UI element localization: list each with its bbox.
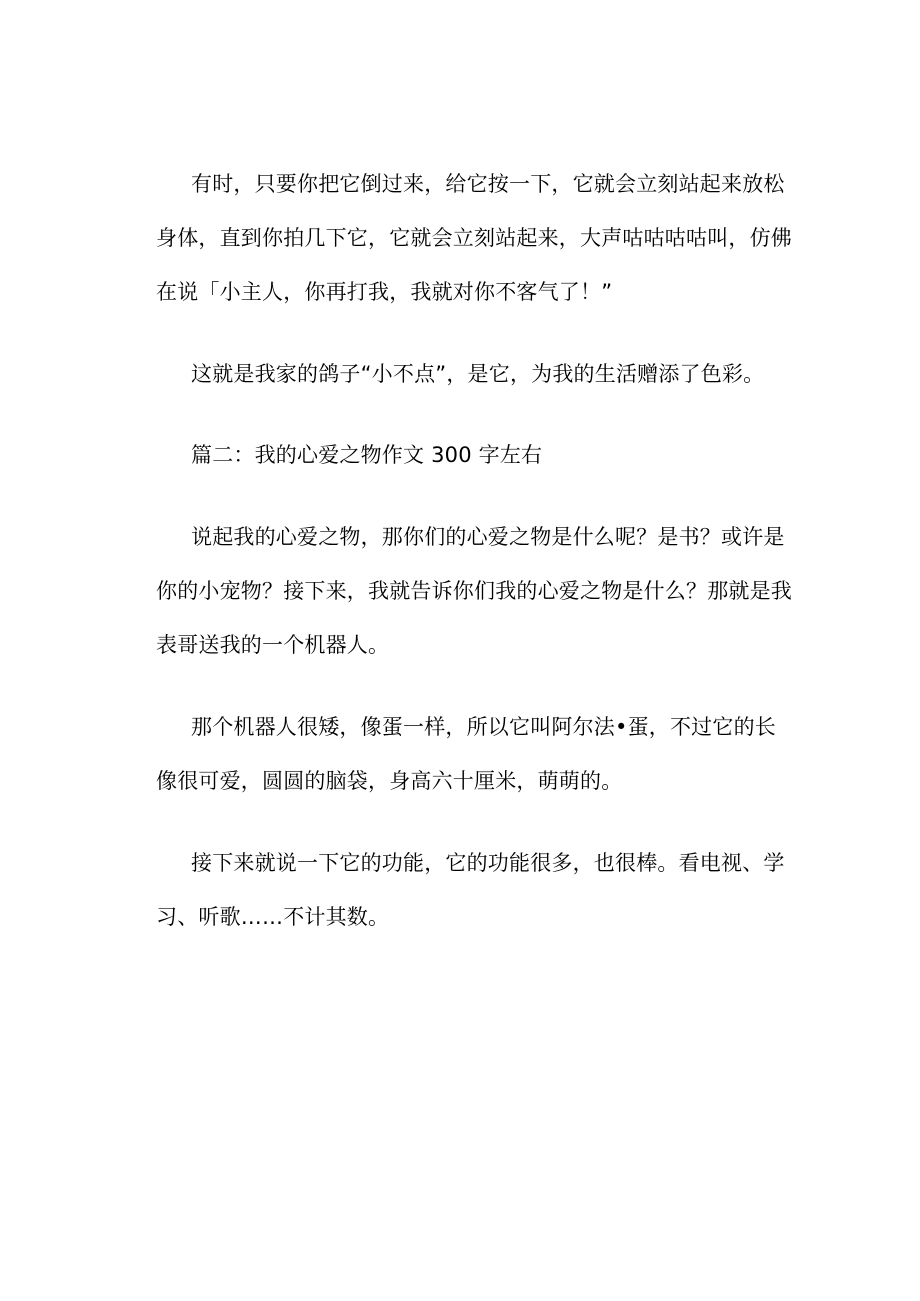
paragraph-1 — [156, 157, 792, 319]
paragraph-4 — [156, 700, 776, 808]
paragraph-2 — [156, 347, 764, 401]
paragraph-line: 习、听歌……不计其数。 — [156, 905, 390, 929]
paragraph-5 — [156, 836, 785, 944]
paragraph-3 — [156, 510, 792, 672]
paragraph-line: 那个机器人很矮，像蛋一样，所以它叫阿尔法•蛋，不过它的长 — [191, 715, 776, 739]
section-heading — [156, 428, 764, 482]
paragraph-line: 身体，直到你拍几下它，它就会立刻站起来，大声咕咕咕咕叫，仿佛 — [156, 226, 792, 250]
paragraph-line: 在说「小主人，你再打我，我就对你不客气了！” — [156, 280, 613, 304]
paragraph-line: 这就是我家的鸽子“小不点”，是它，为我的生活赠添了色彩。 — [191, 362, 765, 386]
paragraph-line: 说起我的心爱之物，那你们的心爱之物是什么呢？是书？或许是 — [191, 525, 785, 549]
paragraph-line: 表哥送我的一个机器人。 — [156, 633, 390, 657]
paragraph-line: 你的小宠物？接下来，我就告诉你们我的心爱之物是什么？那就是我 — [156, 579, 792, 603]
section-heading-text: 篇二：我的心爱之物作文 300 字左右 — [191, 443, 543, 467]
paragraph-line: 接下来就说一下它的功能，它的功能很多，也很棒。看电视、学 — [191, 851, 785, 875]
paragraph-line: 有时，只要你把它倒过来，给它按一下，它就会立刻站起来放松 — [191, 172, 785, 196]
paragraph-line: 像很可爱，圆圆的脑袋，身高六十厘米，萌萌的。 — [156, 769, 623, 793]
